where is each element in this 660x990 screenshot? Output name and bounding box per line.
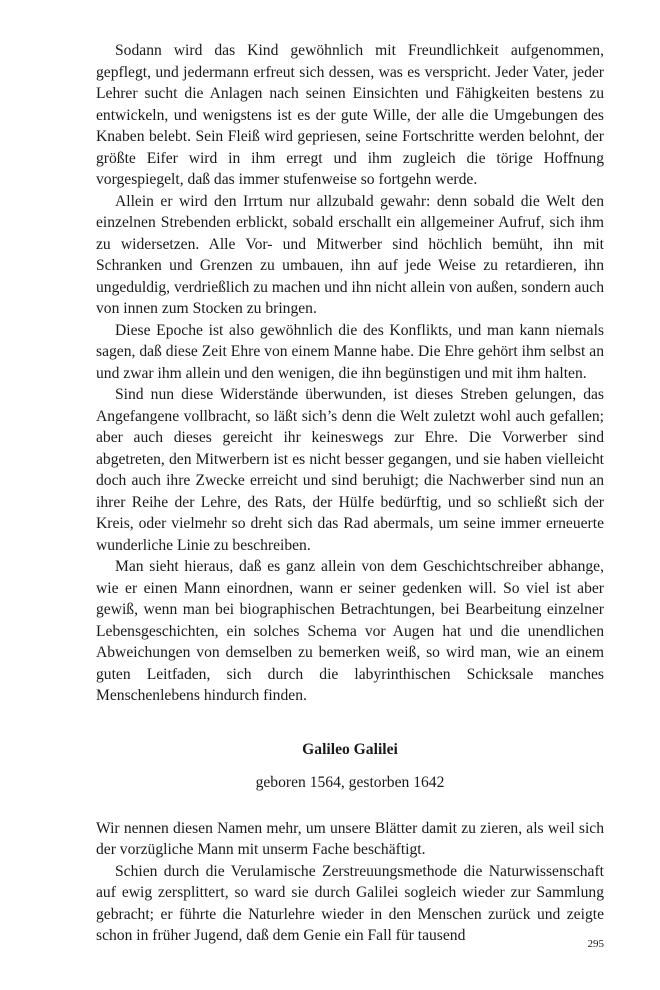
- paragraph: Diese Epoche ist also gewöhnlich die des Konflikts, und man kann niemals sagen, daß diese Zeit Ehre von einem Manne habe. Die Ehre gehört ihm selbst an und zwar ihm allein und den wenigen, die ihn begünstigen und mit ihm halten.: [96, 321, 604, 382]
- paragraph: Sodann wird das Kind gewöhnlich mit Freundlichkeit aufgenommen, gepflegt, und jedermann erfreut sich dessen, was es verspricht. Jeder Vater, jeder Lehrer sucht die Anlagen nach seinen Einsichten und Fähigkeiten bestens zu entwickeln, und wenigstens ist es der gute Wille, der alle die Umgebungen des Knaben belebt. Sein Fleiß wird gepriesen, seine Fortschritte werden belohnt, der größte Eifer wird in ihm erregt und ihm zugleich die törige Hoffnung vorgespiegelt, daß das immer stufenweise so fortgehn werde.: [96, 42, 604, 188]
- section-subheading: geboren 1564, gestorben 1642: [255, 774, 445, 791]
- paragraph: Schien durch die Verulamische Zerstreuungsmethode die Naturwissenschaft auf ewig zersplittert, so ward sie durch Galilei sogleich wieder zur Sammlung gebracht; er führte die Naturlehre wieder in den Menschen zurück und zeigte schon in früher Jugend, daß dem Genie ein Fall für tausend: [96, 862, 604, 944]
- section-heading: Galileo Galilei: [302, 740, 398, 758]
- page-number: 295: [587, 938, 604, 950]
- paragraph: Allein er wird den Irrtum nur allzubald gewahr: denn sobald die Welt den einzelnen Strebenden erblickt, sobald erschallt ein allgemeiner Aufruf, sich ihm zu widersetzen. Alle Vor- und Mitwerber sind höchlich bemüht, ihn mit Schranken und Grenzen zu umbauen, ihn auf jede Weise zu retardieren, ihn ungeduldig, verdrießlich zu machen und ihn nicht allein von außen, sondern auch von innen zum Stocken zu bringen.: [96, 192, 604, 317]
- paragraph: Wir nennen diesen Namen mehr, um unsere Blätter damit zu zieren, als weil sich der vorzügliche Mann mit unserm Fache beschäftigt.: [96, 819, 604, 858]
- page-body: [96, 40, 604, 947]
- paragraph: Man sieht hieraus, daß es ganz allein von dem Geschichtschreiber abhange, wie er einen Mann einordnen, wann er seiner gedenken will. So viel ist aber gewiß, wenn man bei biographischen Betrachtungen, bei Bearbeitung einzelner Lebensgeschichten, ein solches Schema vor Augen hat und die unendlichen Abweichungen von demselben zu bemerken weiß, so wird man, wie an einem guten Leitfaden, sich durch die labyrinthischen Schicksale manches Menschenlebens hindurch finden.: [96, 558, 604, 704]
- paragraph: Sind nun diese Widerstände überwunden, ist dieses Streben gelungen, das Angefangene vollbracht, so läßt sich’s denn die Welt zuletzt wohl auch gefallen; aber auch dieses gereicht ihr keineswegs zur Ehre. Die Vorwerber sind abgetreten, den Mitwerbern ist es nicht besser gegangen, und sie haben vielleicht doch auch ihre Zwecke erreicht und sind beruhigt; die Nachwerber sind nun an ihrer Reihe der Lehre, des Rats, der Hülfe bedürftig, und so schließt sich der Kreis, oder vielmehr so dreht sich das Rad abermals, um seine immer erneuerte wunderliche Linie zu beschreiben.: [96, 386, 604, 554]
